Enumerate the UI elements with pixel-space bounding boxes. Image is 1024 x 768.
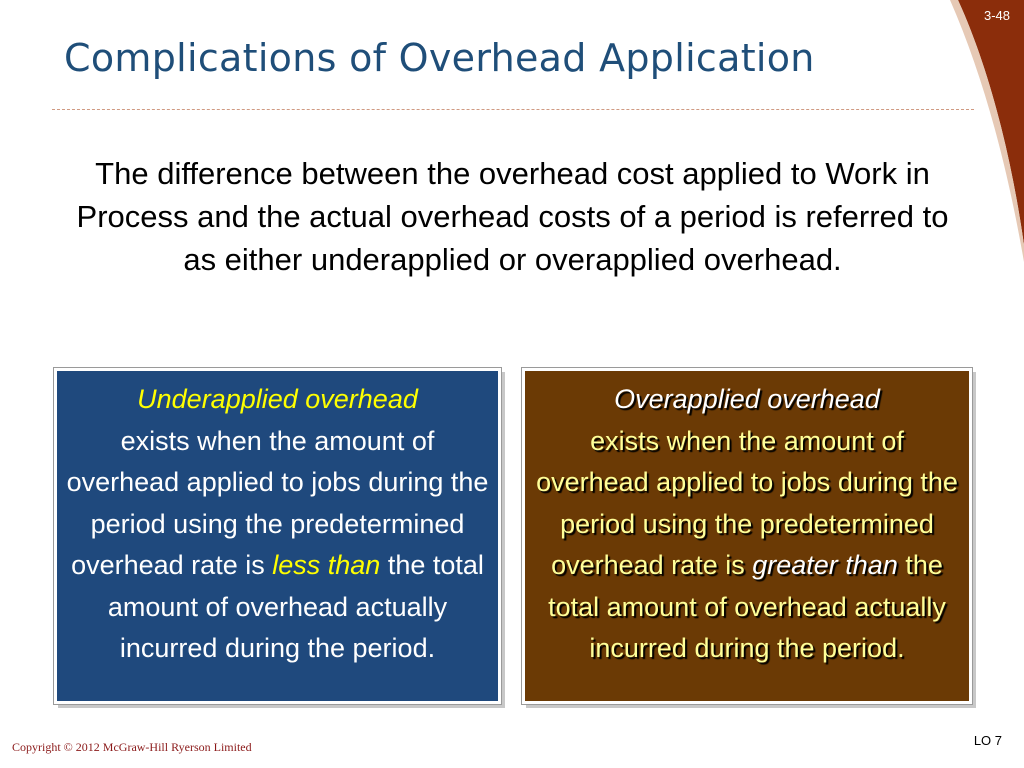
underapplied-text-after: the total amount of overhead actually incurred during the period. [107, 550, 484, 663]
overapplied-text-before: exists when the amount of overhead applied to jobs during the period using the predetermined overhead rate is [536, 425, 958, 580]
overapplied-box [522, 368, 972, 704]
slide-title: Complications of Overhead Application [64, 36, 815, 80]
intro-paragraph: The difference between the overhead cost applied to Work in Process and the actual overhead costs of a period is referred to as either underapplied or overapplied overhead. [76, 156, 949, 277]
underapplied-term: Underapplied overhead [137, 384, 418, 414]
underapplied-emphasis: less than [272, 550, 381, 580]
underapplied-text-before: exists when the amount of overhead applied to jobs during the period using the predetermined overhead rate is [66, 425, 489, 580]
overapplied-emphasis: greater than [752, 550, 898, 580]
overapplied-text-after: the total amount of overhead actually incurred during the period. [548, 550, 946, 663]
overapplied-term: Overapplied overhead [614, 384, 880, 414]
learning-objective-label: LO 7 [973, 733, 1002, 748]
underapplied-box [54, 368, 501, 704]
title-divider [52, 109, 974, 110]
copyright-notice: Copyright © 2012 McGraw-Hill Ryerson Limited [12, 740, 252, 754]
slide-number: 3-48 [983, 8, 1010, 23]
